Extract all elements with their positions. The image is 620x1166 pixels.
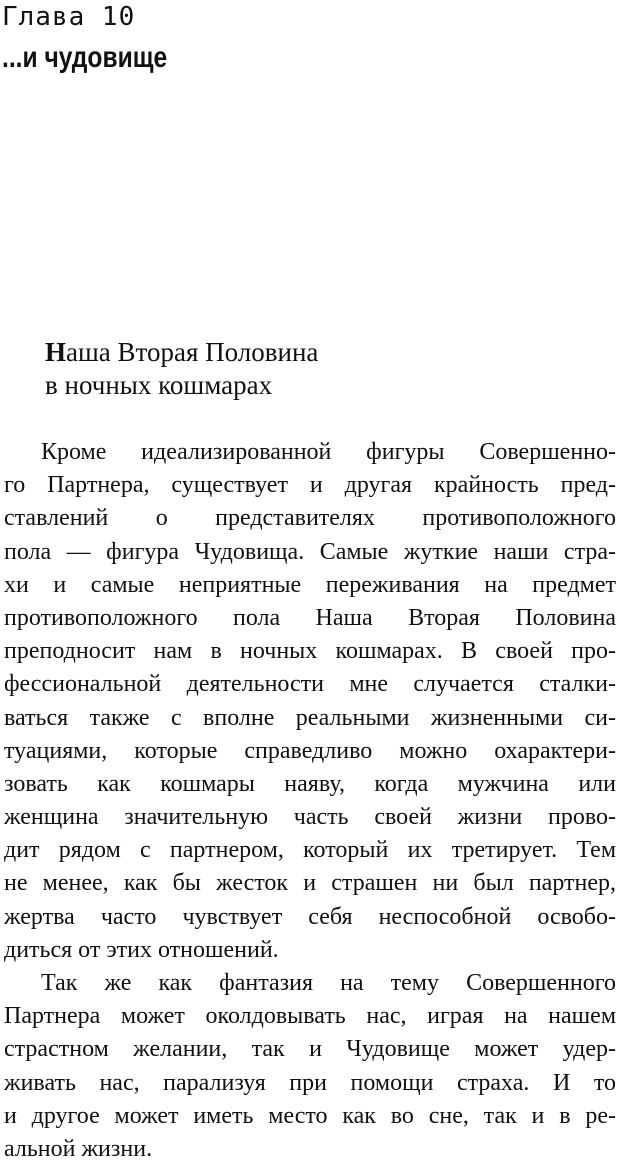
paragraph-2	[4, 967, 616, 1166]
section-heading	[45, 336, 318, 402]
text-line: альной жизни.	[4, 1135, 153, 1162]
section-heading-line-2: в ночных кошмарах	[45, 370, 273, 400]
section-heading-initial: Н	[45, 337, 67, 367]
text-line: и другое может иметь место как во сне, так и в ре-	[4, 1102, 616, 1129]
text-line: хи и самые неприятные переживания на предмет	[4, 571, 616, 598]
chapter-label: Глава 10	[2, 2, 136, 32]
text-line: туациями, которые справедливо можно охарактери-	[4, 737, 616, 764]
text-line: противоположного пола Наша Вторая Половина	[4, 604, 616, 631]
text-line: диться от этих отношений.	[4, 936, 279, 963]
text-line: зовать как кошмары наяву, когда мужчина или	[4, 770, 616, 797]
text-line: дит рядом с партнером, который их третирует. Тем	[4, 837, 616, 864]
text-line: страстном желании, так и Чудовище может удер-	[4, 1036, 616, 1063]
text-line: живать нас, парализуя при помощи страха. И то	[4, 1069, 616, 1096]
paragraph-1	[4, 436, 616, 967]
text-line: го Партнера, существует и другая крайность пред-	[4, 472, 616, 499]
text-line: ставлений о представителях противоположного	[4, 505, 616, 532]
text-line: не менее, как бы жесток и страшен ни был партнер,	[4, 870, 616, 897]
section-heading-line-1	[45, 336, 318, 369]
text-line: жертва часто чувствует себя неспособной освобо-	[4, 903, 616, 930]
text-line: фессиональной деятельности мне случается сталки-	[4, 671, 616, 698]
text-line: ваться также с вполне реальными жизненными си-	[4, 704, 616, 731]
chapter-title: ...и чудовище	[2, 41, 168, 74]
text-line: женщина значительную часть своей жизни прово-	[4, 804, 616, 831]
body-text	[4, 436, 616, 1166]
text-line: преподносит нам в ночных кошмарах. В своей про-	[4, 638, 616, 665]
text-line: Так же как фантазия на тему Совершенного	[41, 970, 616, 996]
text-line: Кроме идеализированной фигуры Совершенно-	[41, 439, 616, 465]
text-line: пола — фигура Чудовища. Самые жуткие наши стра-	[4, 538, 616, 565]
section-heading-line-1-rest: аша Вторая Половина	[66, 337, 319, 367]
text-line: Партнера может околдовывать нас, играя на нашем	[4, 1003, 616, 1030]
